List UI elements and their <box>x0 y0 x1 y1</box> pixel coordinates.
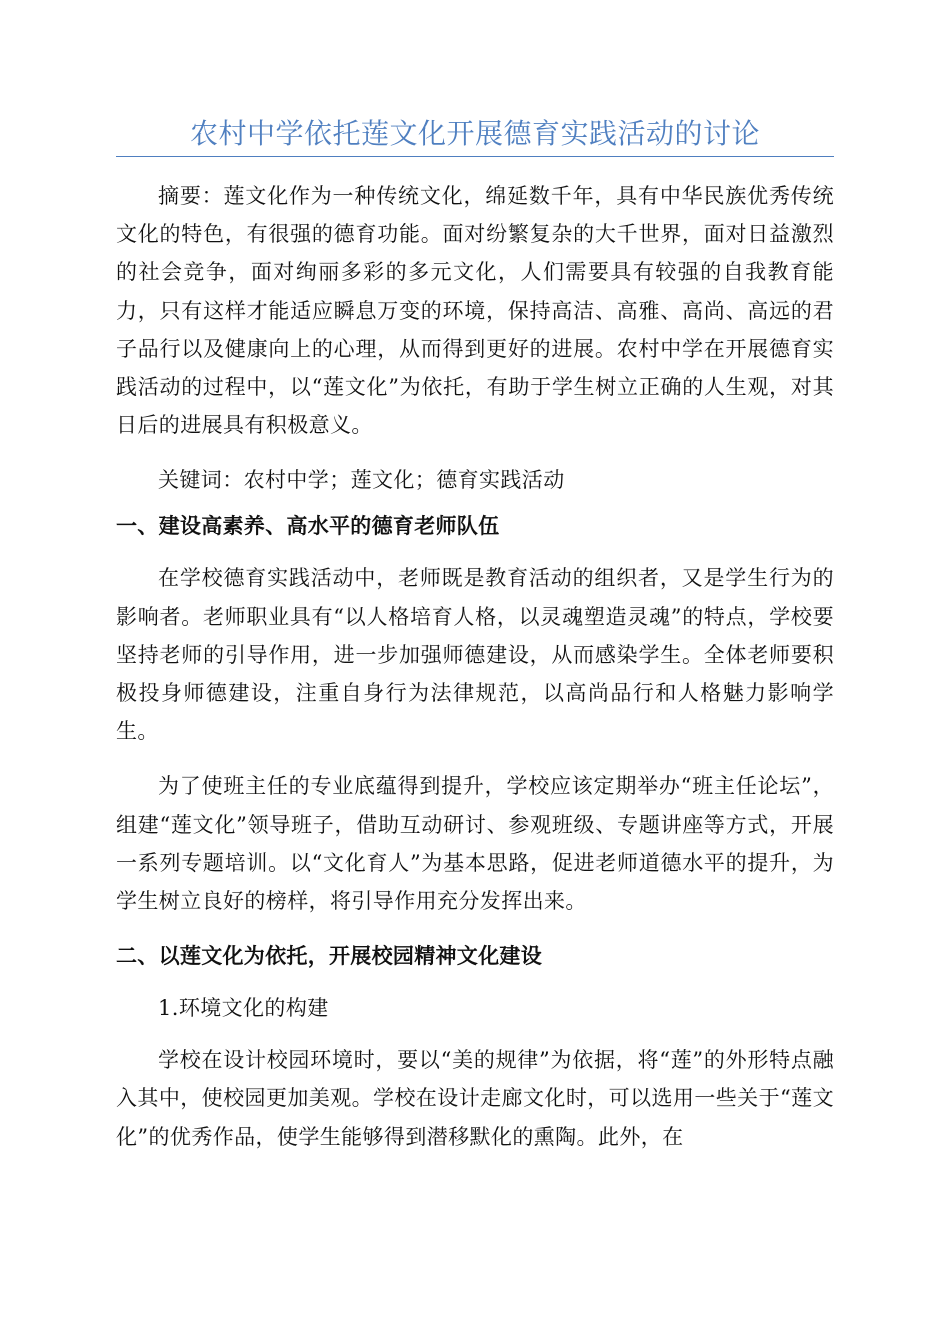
title-underline <box>116 156 834 157</box>
section-heading-1: 一、建设高素养、高水平的德育老师队伍 <box>116 514 500 539</box>
section-1-paragraph-1: 在学校德育实践活动中，老师既是教育活动的组织者，又是学生行为的影响者。老师职业具有“以人格培育人格，以灵魂塑造灵魂”的特点，学校要坚持老师的引导作用，进一步加强师德建设，从而感染学生。全体老师要积极投身师德建设，注重自身行为法律规范，以高尚品行和人格魅力影响学生。 <box>116 566 834 744</box>
keywords-line: 关键词：农村中学；莲文化；德育实践活动 <box>158 468 565 493</box>
section-heading-2: 二、以莲文化为依托，开展校园精神文化建设 <box>116 944 542 969</box>
document-title: 农村中学依托莲文化开展德育实践活动的讨论 <box>189 117 760 150</box>
subsection-heading-1: 1.环境文化的构建 <box>158 996 329 1021</box>
abstract-paragraph: 摘要：莲文化作为一种传统文化，绵延数千年，具有中华民族优秀传统文化的特色，有很强的德育功能。面对纷繁复杂的大千世界，面对日益激烈的社会竞争，面对绚丽多彩的多元文化，人们需要具有较强的自我教育能力，只有这样才能适应瞬息万变的环境，保持高洁、高雅、高尚、高远的君子品行以及健康向上的心理，从而得到更好的进展。农村中学在开展德育实践活动的过程中，以“莲文化”为依托，有助于学生树立正确的人生观，对其日后的进展具有积极意义。 <box>116 184 834 438</box>
document-body <box>116 112 834 1173</box>
section-2-paragraph-1: 学校在设计校园环境时，要以“美的规律”为依据，将“莲”的外形特点融入其中，使校园更加美观。学校在设计走廊文化时，可以选用一些关于“莲文化”的优秀作品，使学生能够得到潜移默化的熏陶。此外，在 <box>116 1048 834 1149</box>
section-1-paragraph-2: 为了使班主任的专业底蕴得到提升，学校应该定期举办“班主任论坛”，组建“莲文化”领导班子，借助互动研讨、参观班级、专题讲座等方式，开展一系列专题培训。以“文化育人”为基本思路，促进老师道德水平的提升，为学生树立良好的榜样，将引导作用充分发挥出来。 <box>116 774 834 914</box>
